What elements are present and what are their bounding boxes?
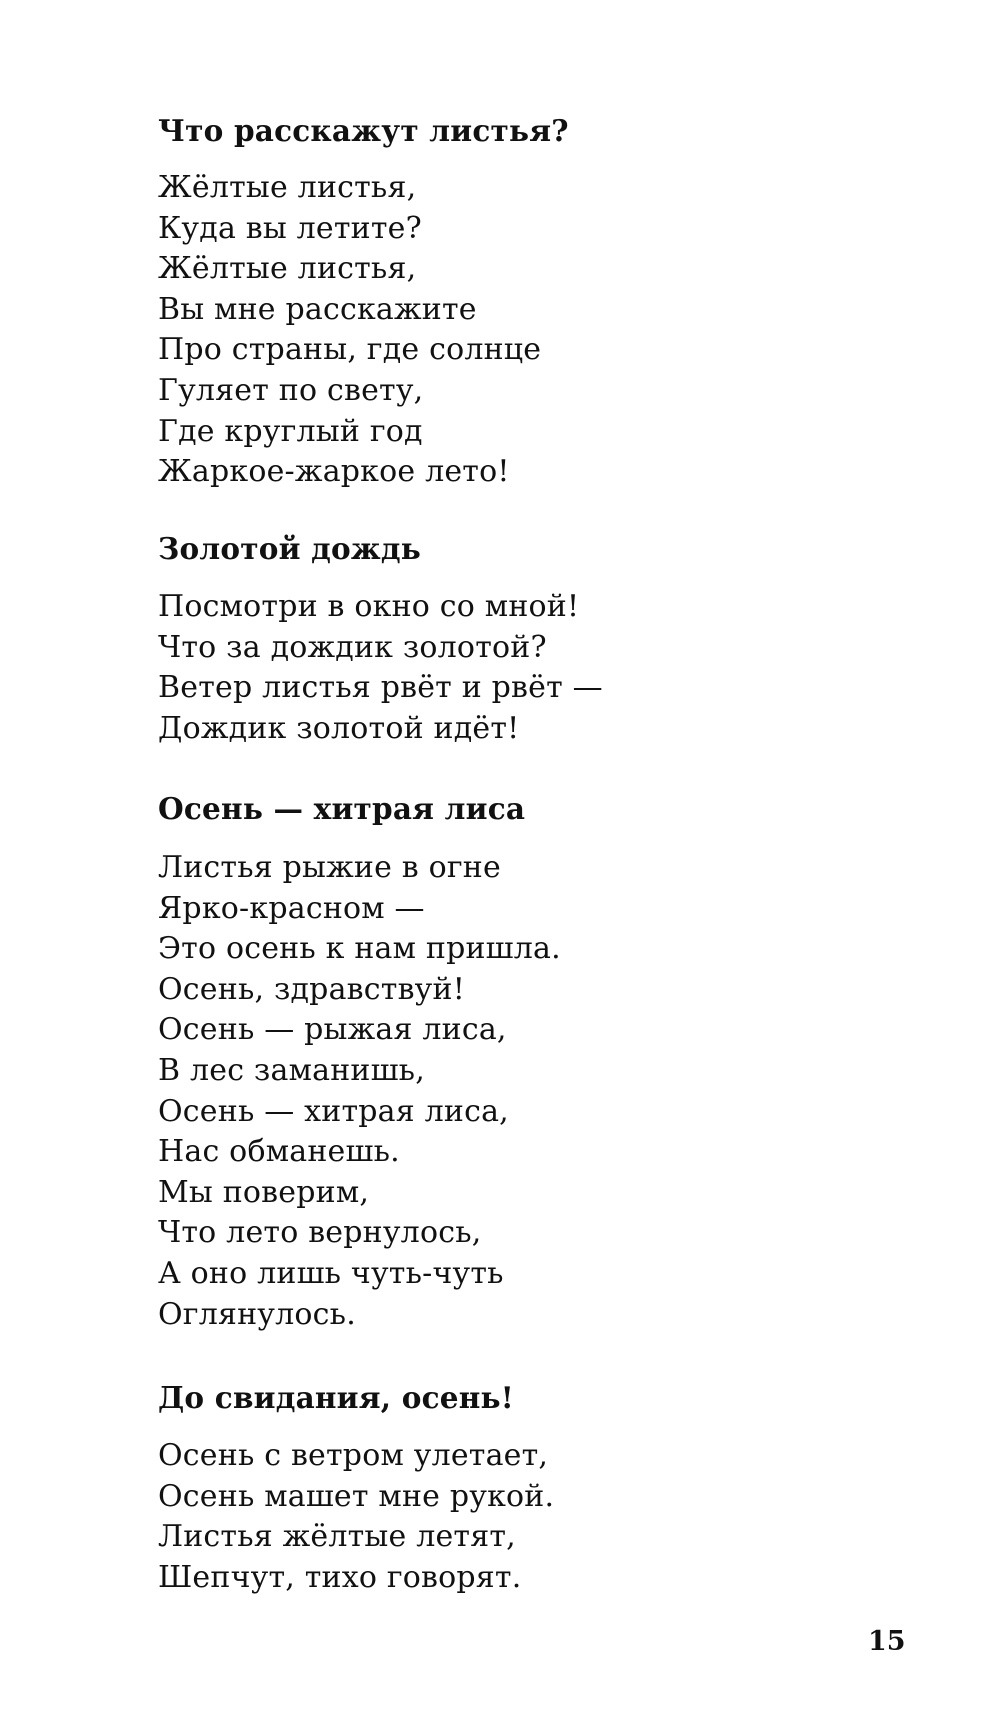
poem-title: До свидания, осень! [158,1380,514,1415]
poem-line: Осень машет мне рукой. [158,1478,555,1514]
poem-line: Оглянулось. [158,1296,356,1332]
poem-line: Вы мне расскажите [158,291,477,327]
poem-line: А оно лишь чуть-чуть [158,1255,504,1291]
poem-stanza [158,1436,554,1598]
poem-line: Осень с ветром улетает, [158,1438,549,1473]
poem-line: Жёлтые листья, [158,251,417,287]
poem-line: Что лето вернулось, [158,1215,482,1251]
poem-title: Осень — хитрая лиса [158,791,526,826]
poem-stanza [158,848,561,1335]
poem-line: Шепчут, тихо говорят. [158,1559,522,1595]
poem-line: Куда вы летите? [158,210,422,246]
poem-line: Дождик золотой идёт! [158,710,520,746]
poem-line: Посмотри в окно со мной! [158,589,580,624]
poem-line: Осень — хитрая лиса, [158,1093,509,1129]
poem-stanza [158,587,603,749]
poem-line: Жаркое-жаркое лето! [158,454,510,490]
poem-line: Листья жёлтые летят, [158,1519,516,1555]
poem-line: Мы поверим, [158,1174,370,1210]
poem-title: Золотой дождь [158,531,421,566]
poem-title: Что расскажут листья? [158,113,569,148]
poem-line: Осень — рыжая лиса, [158,1012,507,1048]
poem-line: Ветер листья рвёт и рвёт — [158,670,603,706]
poem-line: В лес заманишь, [158,1052,425,1088]
poem-line: Что за дождик золотой? [158,629,547,665]
poem-line: Осень, здравствуй! [158,971,465,1007]
page-number: 15 [868,1626,906,1657]
poem-stanza [158,168,541,493]
poem-line: Ярко-красном — [158,890,425,926]
poem-line: Где круглый год [158,413,423,449]
poem-line: Листья рыжие в огне [158,850,501,885]
poem-line: Жёлтые листья, [158,170,417,205]
poem-line: Нас обманешь. [158,1134,400,1170]
poem-line: Про страны, где солнце [158,332,542,368]
poem-line: Гуляет по свету, [158,372,424,408]
poem-line: Это осень к нам пришла. [158,931,561,967]
